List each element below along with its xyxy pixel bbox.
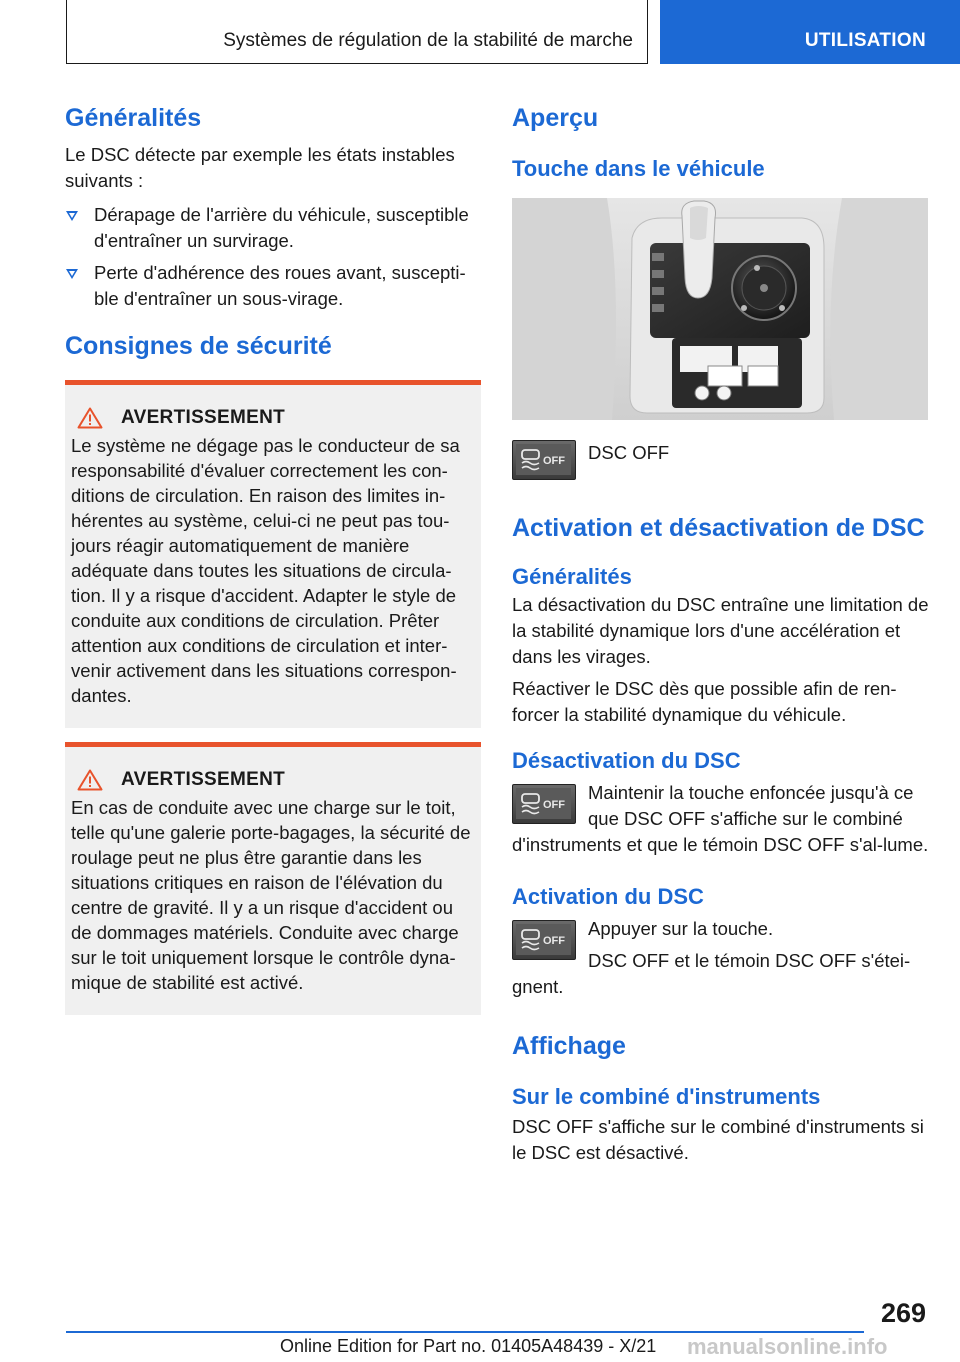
activation-paragraph-1: Appuyer sur la touche. bbox=[588, 918, 774, 939]
center-console-photo bbox=[512, 198, 928, 420]
activation-paragraph-2: DSC OFF et le témoin DSC OFF s'étei‐gnent. bbox=[512, 950, 911, 997]
generalites-intro: Le DSC détecte par exemple les états instables suivants : bbox=[65, 144, 455, 191]
dsc-off-button-icon bbox=[512, 920, 576, 960]
triangle-bullet-icon bbox=[66, 269, 78, 279]
dsc-off-button-icon bbox=[512, 440, 576, 480]
consignes-heading: Consignes de sécurité bbox=[65, 332, 332, 360]
svg-text:OFF: OFF bbox=[543, 455, 565, 467]
warning-triangle-icon bbox=[77, 769, 103, 791]
warning-header bbox=[71, 407, 473, 429]
combine-heading: Sur le combiné d'instruments bbox=[512, 1084, 821, 1109]
generalites-subheading: Généralités bbox=[512, 564, 632, 589]
footer-edition: Online Edition for Part no. 01405A48439 - X/21 bbox=[280, 1336, 657, 1356]
header-chapter-label: UTILISATION bbox=[804, 30, 926, 51]
footer-divider bbox=[66, 1331, 864, 1333]
left-column bbox=[65, 100, 481, 1015]
warning-text: En cas de conduite avec une charge sur le toit, telle qu'une galerie porte-bagages, la sécurité de roulage peut ne plus être garantie dans les situations critiques en raison de l'élévation du centre de gravité. Il y a un risque d'accident ou de dommages matériels. Conduite avec charge sur le toit uniquement lorsque le contrôle dyna‐mique de stabilité est activé. bbox=[71, 797, 471, 993]
generalites-paragraph-2: Réactiver le DSC dès que possible afin de ren‐forcer la stabilité dynamique du véhicule. bbox=[512, 678, 897, 725]
page-number: 269 bbox=[880, 1298, 926, 1328]
activation-dsc-heading: Activation du DSC bbox=[512, 884, 704, 909]
warning-text: Le système ne dégage pas le conducteur de sa responsabilité d'évaluer correctement les con‐ditions de circulation. En raison des limites in‐hérentes au système, celui-ci ne peut pas tou‐jours réagir automatiquement de manière adéquate dans toutes les situations de circula‐tion. Il y a risque d'accident. Adapter le style de conduite aux conditions de circulation. Prêter attention aux conditions de circulation et inter‐venir activement dans les situations correspon‐dantes. bbox=[71, 435, 460, 706]
header-section-title: Systèmes de régulation de la stabilité de marche bbox=[223, 30, 633, 51]
desactivation-text: Maintenir la touche enfoncée jusqu'à ce que DSC OFF s'affiche sur le combiné d'instruments et que le témoin DSC OFF s'al‐lume. bbox=[512, 782, 929, 855]
header-chapter-tab[interactable] bbox=[660, 0, 960, 64]
desactivation-heading: Désactivation du DSC bbox=[512, 748, 741, 773]
warning-label: AVERTISSEMENT bbox=[121, 769, 286, 790]
svg-text:OFF: OFF bbox=[543, 935, 565, 947]
warning-triangle-icon bbox=[77, 407, 103, 429]
touche-heading: Touche dans le véhicule bbox=[512, 156, 765, 181]
list-item: Perte d'adhérence des roues avant, suscepti‐ble d'entraîner un sous-virage. bbox=[65, 260, 481, 312]
watermark: manualsonline.info bbox=[687, 1334, 888, 1359]
affichage-heading: Affichage bbox=[512, 1032, 626, 1060]
dsc-key-label: DSC OFF bbox=[588, 442, 670, 463]
center-console-illustration bbox=[512, 198, 928, 420]
combine-text: DSC OFF s'affiche sur le combiné d'instruments si le DSC est désactivé. bbox=[512, 1116, 924, 1163]
dsc-key-row bbox=[512, 438, 930, 484]
unstable-states-list bbox=[65, 202, 481, 312]
generalites-paragraph-1: La désactivation du DSC entraîne une limitation de la stabilité dynamique lors d'une accélération et dans les virages. bbox=[512, 594, 929, 667]
desactivation-row bbox=[512, 780, 930, 858]
activation-row bbox=[512, 916, 930, 1000]
apercu-heading: Aperçu bbox=[512, 104, 599, 132]
svg-text:OFF: OFF bbox=[543, 799, 565, 811]
warning-header bbox=[71, 769, 473, 791]
right-column bbox=[512, 100, 930, 1166]
triangle-bullet-icon bbox=[66, 211, 78, 221]
warning-label: AVERTISSEMENT bbox=[121, 407, 286, 428]
header-section-box bbox=[66, 0, 648, 64]
dsc-off-button-icon bbox=[512, 784, 576, 824]
activation-desactivation-heading: Activation et désactivation de DSC bbox=[512, 514, 925, 542]
warning-box-1 bbox=[65, 380, 481, 728]
warning-box-2 bbox=[65, 742, 481, 1015]
generalites-heading: Généralités bbox=[65, 104, 202, 132]
list-item: Dérapage de l'arrière du véhicule, susceptible d'entraîner un survirage. bbox=[65, 202, 481, 254]
